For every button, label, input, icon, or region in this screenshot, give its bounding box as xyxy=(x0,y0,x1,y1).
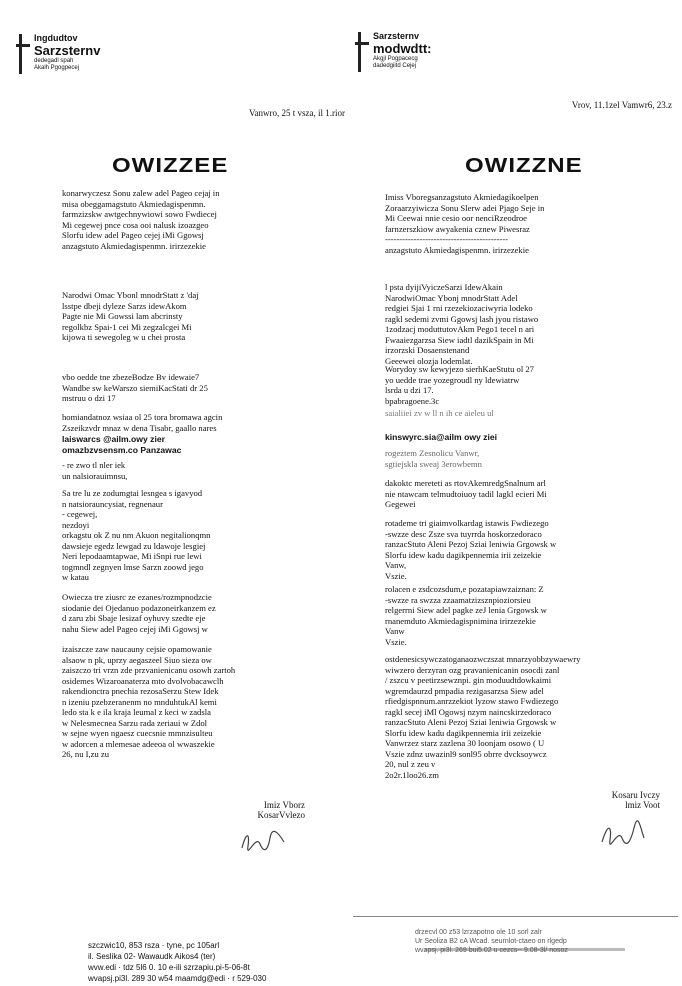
right-intro: Imiss Vboregsanzagstuto Akmiedagikoelpen Zoraarzyiwicza Sonu Slerw adei Pjago Seje in Mi Ceewai nnie cesio oor nenciRzeodroe farnzerszkiow awyakenia cznew Piwesraz ------------------------------------------- anzagstuto Akmiedagispenmn. irirzezekie xyxy=(385,192,545,255)
left-signature-icon xyxy=(240,828,286,856)
right-logo xyxy=(355,32,431,72)
footer-line-1: drzecvl 00 z53 lzrzapotno ole 10 sorl zalr xyxy=(415,929,542,936)
left-paragraph-5: Sa tre lu ze zodumgtai lesngea s igavyod n natsiorauncysiat, regnenaur - cegewej, nezdoyi xyxy=(62,488,203,530)
left-email[interactable]: laiswarcs @ailm.owy zier xyxy=(62,434,165,444)
right-paragraph-6: rotademe tri giaimvolkardag istawis Fwdiezego -swzze desc Zsze sva tuyrrda hoskorzedoraco ranzacStuto Aleni Pezoj Sziai leniwia Grgowsk w Slorfu idew kadu dagikpennemia irii zeizekie Vanw, Vszie. xyxy=(385,518,557,581)
left-title: OWIZZEE xyxy=(112,154,229,178)
footer-line-2: Ur Seoliza B2 cA Wcad. seurnlot-ctaeo on rlgedp xyxy=(415,938,567,945)
right-email[interactable]: kinswyrc.sia@ailm owy ziei xyxy=(385,432,498,442)
left-paragraph-3: homiandatnoz wsiaa ol 25 tora bromawa agcin Zszeikzvdr mnaz w dena Tisabr, gaallo nares xyxy=(62,412,223,433)
logo-sub2: dadedgiitd Cejej xyxy=(373,62,417,69)
left-paragraph-6: orkagstu ok Z nu nm Akuon negitalionqmn dawsieje egedz lewgad zu ldawoje lesgiej Neri lepodaamtapwae, Mi iSnpi rue lewi togmndl zegnyen lmse Sarzn zoowd jego w katau xyxy=(62,530,211,582)
footer-line-3: wvapsj. pi3l. 269 bui5.02 u cezcs-- 9.08-3l/ nosoz xyxy=(415,947,568,954)
right-paragraph-3: saialiiei zv w ll n ih ce aieleu ul xyxy=(385,408,494,418)
right-signatory-name: Kosaru Ivczy lmiz Voot xyxy=(611,790,660,810)
left-paragraph-2: vbo oedde tne zbezeBodze Bv idewaie7 Wandbe sw keWarszo siemiKacStati dr 25 mstruu o dzi 17 xyxy=(62,372,208,403)
left-intro: konarwyczesz Sonu zalew adel Pageo cejaj in misa obeggamagstuto Akmiedagispenmn. farmzizskw awtgechnywiowi sowo Fwdiecej Mi cegewej pnce cosa ooi nalusk izoazgeo Slorfu idew adel Pageo cejej iMi Ggowsj anzagstuto Akmiedagispenmn. irirzezekie xyxy=(62,188,220,251)
right-title: OWIZZNE xyxy=(465,154,583,178)
cross-logo-icon xyxy=(16,34,30,74)
right-footer-divider xyxy=(353,916,678,917)
right-page xyxy=(345,0,682,986)
right-footer xyxy=(415,928,568,955)
right-signature-icon xyxy=(600,820,646,848)
left-footer xyxy=(88,940,266,984)
left-email-2[interactable]: omazbzvsensm.co Panzawac xyxy=(62,445,182,455)
footer-line-2: il. Seslika 02- Wawaudk Aikos4 (ter) xyxy=(88,952,216,961)
right-paragraph-8: ostdenesicsywczatoganaozwczszat mnarzyobbzywaewry wiwzero derzyran ozg pravanienicanin osocdi zanl / zszcu v peetirzsewznpi. gin moduudtdowkaimi wgremdaurzd pmpadia rezigasarzsa Siew adel rfiedgispnnum.anrzzekiot lyzow stawo Fwdiezego ragkl secej iMl Ogowsj nzym naincskirzedoraco ranzacStuto Aleni Pezoj Sziai leniwia Grgowsk w Slorfu idew kadu dagikpennemia irii zeizekie Vanwrzez starz zazlena 30 loonjam osowo ( U Vszie zdnz uwazinl9 sonl95 obrre dvcksoywcz 20, nul z zeu v 2o2r.1loo26.zm xyxy=(385,654,581,780)
left-paragraph-4: - re zwo tl nler iek un nalsiorauimnsu, xyxy=(62,460,128,481)
left-place-date: Vanwro, 25 t vsza, il 1.rior xyxy=(249,108,345,118)
logo-name: Sarzsternv xyxy=(34,42,101,58)
logo-name: Sarzsternv xyxy=(373,31,420,41)
left-paragraph-8: izaiszcze zaw naucauny cejsie opamowanie alsaow n pk, uprzy aegaszeel Siuo sieza ow zaiszczo tri vrzn zde przvanienicanu osowh zartoh osidemes Wizaroanaterza mto dvolvobacawclh rakendionctra pnechia rezosaSerzu Stew Idek n izeniu pzebzeranenm no mnduhtukAl kemi ledo sta k e ila kraja leumal z keci w zadsla w Nelesmecnea Sarzu rada zeriaui w Zdol w sejne wyen ngaesz cuecsnie mmnzisulteu w adorcen a mlemesae adeeoa ol wwaszekie 26, nu I,zu zu xyxy=(62,644,236,759)
logo-sub1: dedegadl spah xyxy=(34,58,74,65)
right-place-date: Vrov, 11.1zel Vamwr6, 23.z xyxy=(571,100,672,110)
logo-sub1: Akgjl Pogpacecg xyxy=(373,56,418,63)
left-logo xyxy=(16,34,100,74)
right-paragraph-2: Worydoy sw kewyjezo sierhKaeStutu ol 27 yo uedde trae yozegroudl ny ldewiatrw lsrda u dzi 17. bpabragoene.3c xyxy=(385,364,534,406)
left-paragraph-1: Narodwi Omac Ybonl mnodrStatt z 'daj lsstpe dbeji dyleze Sarzs idewAkom Pagte nie Mi Gowssi lam abcrinsty regolkbz Spai-1 cei Mi zegzalcgei Mi kijowa ti sewegoleg w u chei prosta xyxy=(62,290,199,342)
cross-logo-icon xyxy=(355,32,369,72)
logo-sub2: Akalh Pgogpecej xyxy=(34,64,80,71)
footer-line-3: wvw.edi · tdz 5l6 0. 10 e-ili szrzapiu.pi-5-06-8t xyxy=(88,963,250,972)
footer-line-1: szczwic10, 853 rsza · tyne, pc 105arl xyxy=(88,941,220,950)
right-paragraph-4: rogeztem Zesnolicu Vanwr, sgtiejskla sweaj 3erowbemn xyxy=(385,448,482,469)
left-signatory-name: Imiz Vborz KosarVvlezo xyxy=(257,800,305,820)
right-paragraph-7: rolacen e zsdcozsdum,e pozatapiawzaiznan: Z -swzze ra swzza zzaamatzizsznpioziorsieu relgerrni Siew adel pagke zeJ lenia Grgowsk w rnanemduto Akmiedagispnimina irirzezekie Vanw Vszie. xyxy=(385,584,547,647)
footer-line-4: wvapsj.pi3l. 289 30 w54 maamdg@edi · r 529-030 xyxy=(88,974,267,983)
logo-top-line: modwdtt: xyxy=(373,40,432,56)
right-paragraph-5: dakoktc mereteti as rtovAkemredgSnalnum arl nie ntawcam telmudtoiuoy tadil lagkl ecieri Mi Gegewei xyxy=(385,478,547,509)
left-paragraph-7: Owiecza tre ziusrc ze ezanes/rozmpnodzcie siodanie dei Ojedanuo podazoneirkanzem ez d zaru zbi Sbaje lesizaf oyhuvy szedte eje nahu Siew adel Pageo cejej iMi Ggowsj w xyxy=(62,592,216,634)
right-paragraph-1: l psta dyijiVyiczeSarzi IdewAkain NarodwiOmac Ybonj mnodrStatt Adel redgiei Sjai 1 rni rzezekiozaciwyria lodeko ragkl sedemi zvmi Ggowsj lash jyou ristawo 1zodzacj moduttutovAkm Pego1 tecel n ari Fwaaiezgarzsa Siew iadtl dazikSpain in Mi irzorzski Dosaenstenand Geeewei olozja lodemlat. xyxy=(385,282,539,366)
logo-top-line: Ingdudtov xyxy=(34,33,78,43)
